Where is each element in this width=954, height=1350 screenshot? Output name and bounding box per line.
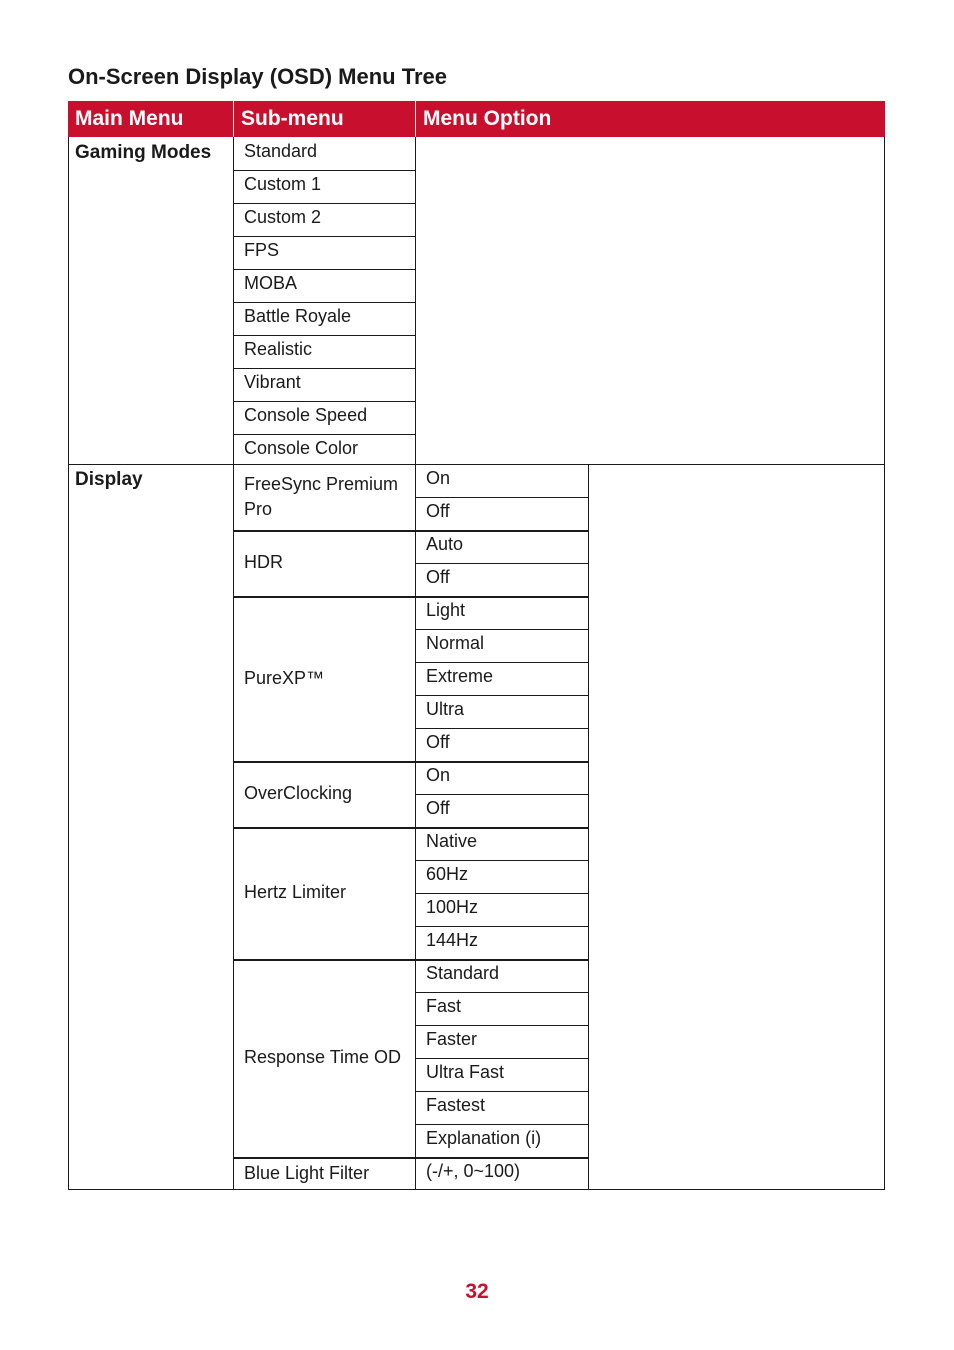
menu-option-item bbox=[415, 1124, 588, 1157]
menu-option-label: Extreme bbox=[426, 666, 494, 686]
table-rule bbox=[233, 236, 415, 237]
table-rule bbox=[415, 794, 588, 795]
menu-option-label: On bbox=[426, 765, 451, 785]
table-rule bbox=[884, 137, 885, 1190]
table-rule bbox=[68, 1189, 885, 1190]
submenu-item-label: OverClocking bbox=[244, 783, 353, 803]
menu-option-label: Off bbox=[426, 798, 450, 818]
menu-option-label: Native bbox=[426, 831, 478, 851]
submenu-item bbox=[233, 170, 415, 203]
submenu-item-label: Console Color bbox=[244, 438, 359, 458]
table-rule bbox=[415, 728, 588, 729]
table-rule bbox=[415, 992, 588, 993]
submenu-item bbox=[233, 530, 415, 596]
table-rule bbox=[233, 596, 415, 598]
table-rule bbox=[415, 926, 588, 927]
submenu-item bbox=[233, 401, 415, 434]
table-rule bbox=[588, 464, 589, 466]
menu-option-label: 60Hz bbox=[426, 864, 469, 884]
menu-option-label: Fast bbox=[426, 996, 462, 1016]
submenu-item-label: FPS bbox=[244, 240, 280, 260]
menu-option-item bbox=[415, 695, 588, 728]
table-rule bbox=[415, 860, 588, 861]
table-rule bbox=[68, 464, 885, 465]
table-rule bbox=[415, 596, 588, 598]
table-rule bbox=[233, 401, 415, 402]
menu-option-item bbox=[415, 992, 588, 1025]
menu-option-item bbox=[415, 497, 588, 530]
header-main-menu bbox=[68, 101, 233, 137]
menu-option-label: Normal bbox=[426, 633, 485, 653]
header-main-menu-label: Main Menu bbox=[75, 107, 184, 130]
table-rule bbox=[233, 959, 415, 961]
menu-option-item bbox=[415, 959, 588, 992]
submenu-item bbox=[233, 269, 415, 302]
main-menu-label: Display bbox=[75, 469, 143, 490]
table-rule bbox=[415, 695, 588, 696]
table-rule bbox=[415, 662, 588, 663]
submenu-item-label: Standard bbox=[244, 141, 318, 161]
submenu-item bbox=[233, 302, 415, 335]
page-title: On-Screen Display (OSD) Menu Tree bbox=[68, 64, 447, 89]
main-menu-label: Gaming Modes bbox=[75, 142, 212, 163]
table-rule bbox=[415, 530, 588, 532]
menu-option-label: Ultra bbox=[426, 699, 465, 719]
menu-option-item bbox=[415, 827, 588, 860]
header-menu-option-label: Menu Option bbox=[423, 107, 552, 130]
menu-option-item bbox=[415, 1025, 588, 1058]
menu-option-item bbox=[415, 860, 588, 893]
menu-option-label: Off bbox=[426, 501, 450, 521]
table-rule bbox=[233, 269, 415, 270]
submenu-item bbox=[233, 203, 415, 236]
menu-option-label: Off bbox=[426, 732, 450, 752]
table-rule bbox=[233, 368, 415, 369]
menu-option-item bbox=[415, 1091, 588, 1124]
table-rule bbox=[233, 137, 234, 1190]
table-rule bbox=[233, 1157, 415, 1159]
menu-option-item bbox=[415, 596, 588, 629]
page-number: 32 bbox=[465, 1280, 489, 1303]
table-rule bbox=[415, 137, 416, 1190]
submenu-item bbox=[233, 434, 415, 467]
menu-option-label: On bbox=[426, 468, 451, 488]
table-rule bbox=[415, 893, 588, 894]
table-rule bbox=[233, 530, 415, 532]
table-rule bbox=[233, 302, 415, 303]
table-rule bbox=[233, 827, 415, 829]
menu-option-item bbox=[415, 662, 588, 695]
submenu-item bbox=[233, 464, 415, 530]
submenu-item-label: Custom 2 bbox=[244, 207, 322, 227]
header-sub-menu-label: Sub-menu bbox=[241, 107, 344, 130]
table-rule bbox=[415, 761, 588, 763]
table-rule bbox=[415, 1157, 588, 1159]
submenu-item-label: HDR bbox=[244, 552, 283, 572]
menu-option-item bbox=[415, 794, 588, 827]
menu-option-item bbox=[415, 728, 588, 761]
submenu-item-label: MOBA bbox=[244, 273, 298, 293]
submenu-item bbox=[233, 368, 415, 401]
menu-option-label: Fastest bbox=[426, 1095, 486, 1115]
menu-option-item bbox=[415, 926, 588, 959]
menu-option-item bbox=[415, 761, 588, 794]
menu-option-item bbox=[415, 1058, 588, 1091]
submenu-item bbox=[233, 827, 415, 959]
submenu-item-label: Console Speed bbox=[244, 405, 368, 425]
table-rule bbox=[233, 335, 415, 336]
submenu-item-label: Vibrant bbox=[244, 372, 301, 392]
menu-option-label: (-/+, 0~100) bbox=[426, 1161, 521, 1181]
main-menu-display bbox=[68, 464, 233, 524]
table-rule bbox=[68, 137, 69, 1190]
submenu-item-label: Blue Light Filter bbox=[244, 1162, 370, 1183]
submenu-item bbox=[233, 1157, 415, 1190]
table-rule bbox=[415, 563, 588, 564]
menu-option-label: 100Hz bbox=[426, 897, 479, 917]
table-rule bbox=[233, 761, 415, 763]
submenu-item-label: Battle Royale bbox=[244, 306, 352, 326]
submenu-item-label: FreeSync Premium Pro bbox=[244, 474, 399, 519]
menu-option-item bbox=[415, 464, 588, 497]
table-rule bbox=[588, 464, 589, 1190]
menu-option-item bbox=[415, 629, 588, 662]
table-rule bbox=[415, 959, 588, 961]
submenu-item bbox=[233, 959, 415, 1157]
menu-option-label: 144Hz bbox=[426, 930, 479, 950]
menu-option-item bbox=[415, 1157, 588, 1190]
submenu-item bbox=[233, 596, 415, 761]
submenu-item bbox=[233, 761, 415, 827]
menu-option-item bbox=[415, 530, 588, 563]
table-rule bbox=[415, 1058, 588, 1059]
menu-option-label: Standard bbox=[426, 963, 500, 983]
table-rule bbox=[233, 434, 415, 435]
menu-option-label: Ultra Fast bbox=[426, 1062, 505, 1082]
main-menu-gaming-modes bbox=[68, 137, 233, 466]
table-rule bbox=[233, 203, 415, 204]
osd-menu-tree-table bbox=[68, 101, 885, 1190]
submenu-item bbox=[233, 137, 415, 170]
submenu-item-label: Response Time OD bbox=[244, 1047, 402, 1067]
header-menu-option bbox=[415, 101, 885, 137]
menu-option-item bbox=[415, 563, 588, 596]
menu-option-label: Light bbox=[426, 600, 466, 620]
table-rule bbox=[415, 497, 588, 498]
menu-option-item bbox=[415, 893, 588, 926]
table-rule bbox=[415, 1025, 588, 1026]
menu-option-label: Auto bbox=[426, 534, 464, 554]
submenu-item-label: Custom 1 bbox=[244, 174, 322, 194]
submenu-item-label: PureXP™ bbox=[244, 667, 325, 688]
table-rule bbox=[415, 827, 588, 829]
submenu-item bbox=[233, 236, 415, 269]
submenu-item-label: Hertz Limiter bbox=[244, 882, 347, 902]
table-rule bbox=[233, 170, 415, 171]
header-sub-menu bbox=[233, 101, 415, 137]
submenu-item-label: Realistic bbox=[244, 339, 313, 359]
menu-option-label: Explanation (i) bbox=[426, 1128, 542, 1148]
table-rule bbox=[415, 629, 588, 630]
submenu-item bbox=[233, 335, 415, 368]
menu-option-label: Off bbox=[426, 567, 450, 587]
table-rule bbox=[415, 1091, 588, 1092]
table-rule bbox=[415, 1124, 588, 1125]
menu-option-label: Faster bbox=[426, 1029, 478, 1049]
